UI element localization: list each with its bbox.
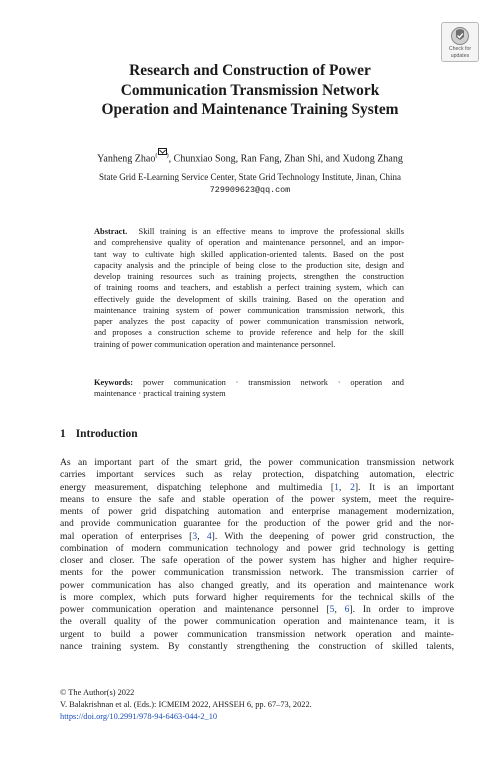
body-line: urgent to build a power communication transmission network operation and mainte- [60,628,454,640]
citation-info: V. Balakrishnan et al. (Eds.): ICMEIM 2022, AHSSEH 6, pp. 67–73, 2022. [60,700,312,710]
copyright-notice: © The Author(s) 2022 [60,688,135,697]
abstract-line: develop training resources such as training projects, strengthen the construction [94,272,404,282]
body-line: closer and closer. The safe operation of the power system has higher and higher require- [60,555,454,566]
body-line: power communication has also changed greatly, and its operation and maintenance work [60,579,454,591]
check-for-updates-icon [450,26,470,46]
abstract-label: Abstract. [94,227,128,236]
body-line: means to ensure the safe and stable operation of the power system, meet the require- [60,493,454,505]
abstract-line: effectively guide the development of skills training. Based on the operation and [94,294,404,304]
badge-label-2: updates [450,52,470,59]
doi-link[interactable]: https://doi.org/10.2991/978-94-6463-044-2_10 [60,712,218,722]
affiliation-org: State Grid E-Learning Service Center, State Grid Technology Institute, Jinan, China [98,172,402,182]
body-line: carries important services such as relay protection, dispatching automation, electric [60,469,454,481]
citation-link-5[interactable]: 5 [329,604,335,615]
citation-link-2[interactable]: 2 [350,481,355,493]
title-line-3: Operation and Maintenance Training System [101,101,399,118]
body-text [60,457,454,653]
body-line: As an important part of the smart grid, the power communication transmission network [60,457,454,468]
citation-link-3[interactable]: 3 [192,530,198,542]
body-line: mal operation of enterprises [3, 4]. With the deepening of power grid construction, the [60,530,455,542]
author-list [30,148,470,164]
body-line: nance training system. By constantly strengthening the construction of skilled talents, [60,640,454,652]
section-title: Introduction [75,428,138,440]
abstract-line: training of power communication operation and maintenance personnel. [94,339,336,349]
paper-title [60,61,440,120]
body-line: is more complex, which puts forward higher requirements for the technical skills of the [60,591,454,603]
abstract-line: and comprehensive quality of operation and maintenance personnel, and an impor- [94,238,404,248]
abstract [94,226,404,350]
abstract-line: maintenance training system of power communication transmission network, this [94,305,404,315]
abstract-line: Abstract. Skill training is an effective means to improve the professional skills [94,227,404,236]
body-line: ments for the power communication transmission network. The transmission carrier of [60,567,454,579]
keywords-label: Keywords: [94,378,134,387]
body-line: power communication operation and maintenance personnel [5, 6]. In order to improve [60,604,454,615]
body-line: and provide communication guarantee for the production of the power grid and the nor- [60,518,454,530]
abstract-line: of training rooms and teachers, and establish a perfect training system, which can [94,283,404,293]
abstract-line: paper analyzes the post capacity of power communication transmission network, [94,317,404,327]
section-heading [60,428,138,440]
body-line: ments of power grid dispatching automation and enterprise management modernization, [60,506,454,517]
footer [60,687,312,724]
badge-label-1: Check for [448,46,472,52]
abstract-line: tant way to cultivate high skilled application-oriented talents. Based on the post [94,249,404,259]
keywords-line: maintenance · practical training system [94,389,226,399]
keywords-line: Keywords: power communication · transmission network · operation and [94,378,404,387]
co-authors: , Chunxiao Song, Ran Fang, Zhan Shi, and Xudong Zhang [168,153,403,165]
corresponding-author: Yanheng Zhao [97,153,156,165]
keywords [94,377,404,400]
body-line: energy measurement, dispatching telephone and multimedia [1, 2]. It is an important [60,481,454,493]
envelope-icon [158,148,167,155]
abstract-line: capacity analysis and the principle of being close to the production site, design and [94,260,404,270]
body-line: the overall quality of the power communication operation and maintenance team, it is [60,616,454,628]
section-number: 1 [60,428,66,440]
author-email-link[interactable]: 729909623@qq.com [209,185,291,195]
affiliation [30,171,470,196]
title-line-2: Communication Transmission Network [120,81,380,99]
citation-link-1[interactable]: 1 [334,481,339,493]
check-for-updates-badge[interactable] [441,22,479,62]
citation-link-6[interactable]: 6 [344,604,350,615]
abstract-line: and proposes a construction scheme to provide reference and help for the skill [94,328,404,338]
citation-link-4[interactable]: 4 [206,530,212,542]
body-line: combination of modern communication technology and power grid technology is getting [60,542,454,554]
title-line-1: Research and Construction of Power [129,62,371,79]
corresponding-marker: ( ) [155,152,168,159]
